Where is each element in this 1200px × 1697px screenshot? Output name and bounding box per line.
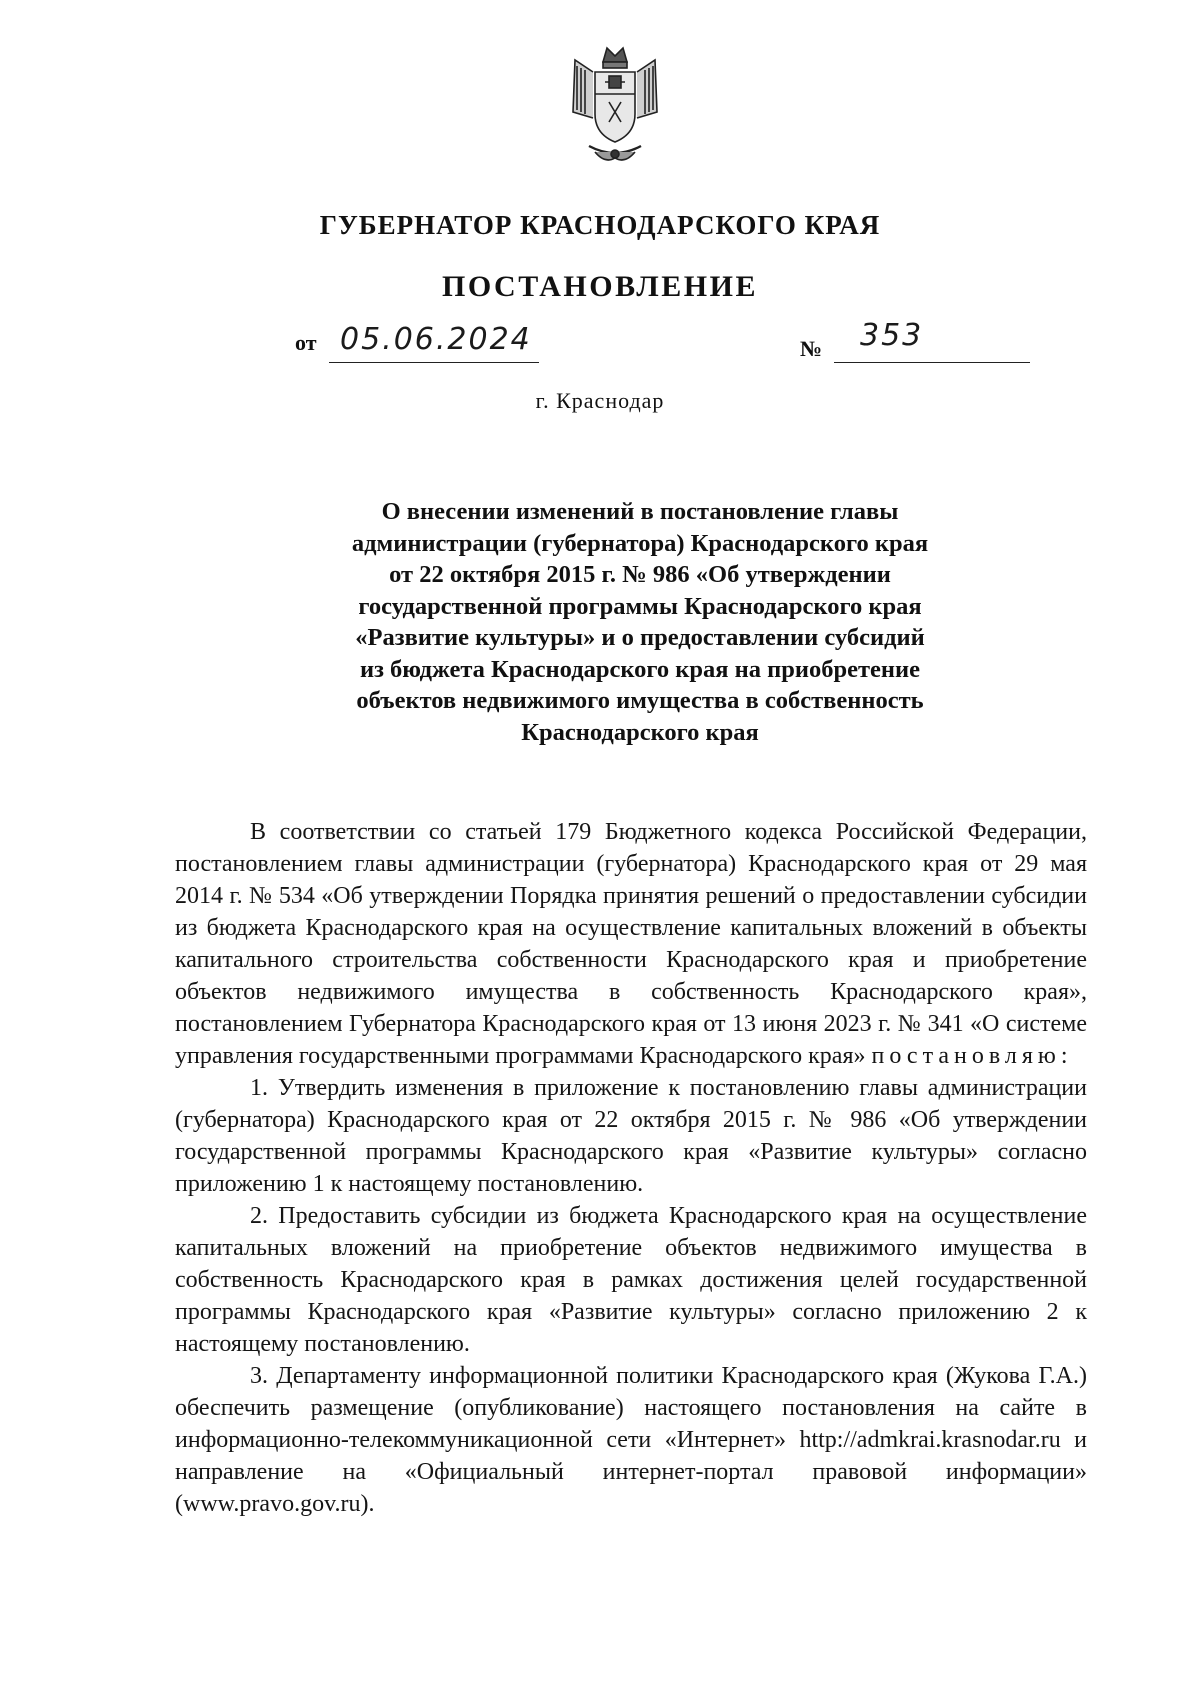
resolve-word: постановляю: [871,1043,1073,1069]
title-line: объектов недвижимого имущества в собственность [356,687,924,714]
number-underline [834,362,1030,363]
title-line: государственной программы Краснодарского края [358,592,922,620]
title-line: «Развитие культуры» и о предоставлении субсидий [355,624,925,651]
handwritten-number: 353 [860,318,924,353]
date-label: от [295,330,317,355]
date-underline [329,362,539,363]
list-item: 2. Предоставить субсидии из бюджета Краснодарского края на осуществление капитальных вложений на приобретение объектов недвижимого имущества в собственность Краснодарского края в рамках достижения целей государственной программы Краснодарского края «Развитие культуры» согласно приложению 2 к настоящему постановлению. [175,1203,1087,1357]
number-label: № [800,336,823,361]
title-line: Краснодарского края [521,718,759,746]
document-type: ПОСТАНОВЛЕНИЕ [442,270,758,303]
title-line: администрации (губернатора) Краснодарского края [351,529,929,557]
issuing-authority: ГУБЕРНАТОР КРАСНОДАРСКОГО КРАЯ [319,210,881,240]
title-line: из бюджета Краснодарского края на приобретение [359,655,921,683]
document-title [260,496,1020,748]
title-line: О внесении изменений в постановление главы [381,498,899,525]
document-body [175,816,1087,1520]
preamble-paragraph [175,816,1087,1072]
preamble-text: В соответствии со статьей 179 Бюджетного кодекса Российской Федерации, постановлением главы администрации (губернатора) Краснодарского края от 29 мая 2014 г. № 534 «Об утверждении Порядка принятия решений о предоставлении субсидии из бюджета Краснодарского края на осуществление капитальных вложений в объекты капитального строительства собственности Краснодарского края и приобретение объектов недвижимого имущества в собственность Краснодарского края», постановлением Губернатора Краснодарского края от 13 июня 2023 г. № 341 «О системе управления государственными программами Краснодарского края» [175,819,1087,1069]
city: г. Краснодар [535,388,665,413]
handwritten-date: 05.06.2024 [340,322,532,357]
title-line: от 22 октября 2015 г. № 986 «Об утверждении [389,561,891,588]
list-item: 3. Департаменту информационной политики Краснодарского края (Жукова Г.А.) обеспечить размещение (опубликование) настоящего постановления на сайте в информационно-телекоммуникационной сети «Интернет» http://admkrai.krasnodar.ru и направление на «Официальный интернет-портал правовой информации» (www.pravo.gov.ru). [175,1363,1087,1517]
list-item: 1. Утвердить изменения в приложение к постановлению главы администрации (губернатора) Краснодарского края от 22 октября 2015 г. № 986 «Об утверждении государственной программы Краснодарского края «Развитие культуры» согласно приложению 1 к настоящему постановлению. [175,1075,1087,1197]
krasnodar-krai-coat-of-arms-icon [565,42,665,172]
